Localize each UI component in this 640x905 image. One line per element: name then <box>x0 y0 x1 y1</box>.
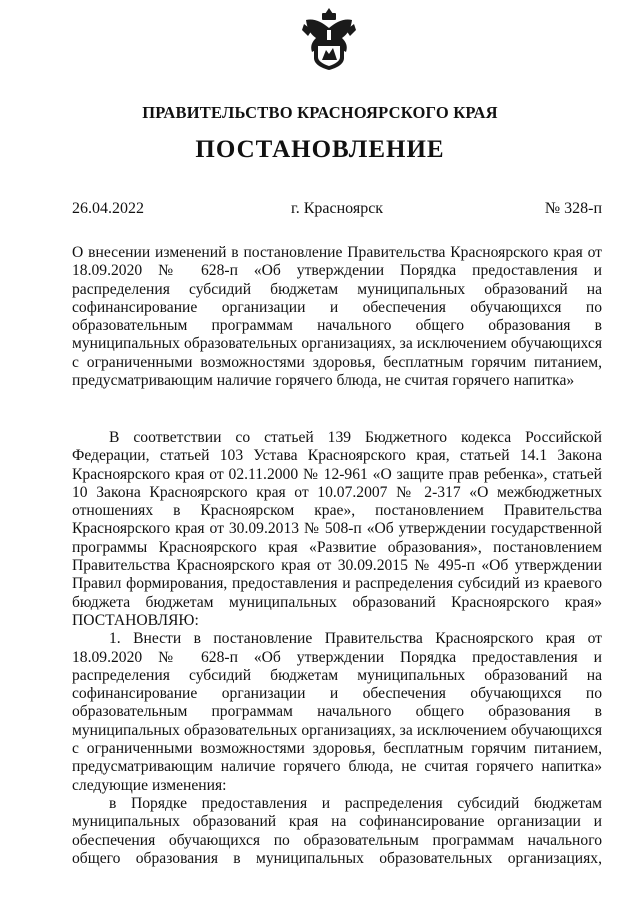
document-subject <box>72 244 602 390</box>
document-body <box>72 429 602 868</box>
coat-of-arms-icon <box>302 8 356 70</box>
document-type-title: ПОСТАНОВЛЕНИЕ <box>195 136 445 163</box>
document-date: 26.04.2022 <box>72 200 144 217</box>
document-city: г. Красноярск <box>290 200 384 217</box>
government-title: ПРАВИТЕЛЬСТВО КРАСНОЯРСКОГО КРАЯ <box>142 103 498 122</box>
document-meta-row <box>72 200 602 222</box>
subject-text: О внесении изменений в постановление Правительства Красноярского края от 18.09.2020 № 628-п «Об утверждении Порядка предоставления и распределения субсидий бюджетам муниципальных образований на софинансирование организации и обеспечения обучающихся по образовательным программам начального общего образования в муниципальных образовательных организациях, за исключением обучающихся с ограниченными возможностями здоровья, бесплатным горячим питанием, предусматривающим наличие горячего блюда, не считая горячего напитка» <box>72 244 602 390</box>
item-2-paragraph: в Порядке предоставления и распределения субсидий бюджетам муниципальных образований края на софинансирование организации и обеспечения обучающихся по образовательным программам начального общего образования в муниципальных образовательных организациях, <box>72 794 602 867</box>
item-1-paragraph: 1. Внести в постановление Правительства Красноярского края от 18.09.2020 № 628-п «Об утверждении Порядка предоставления и распределения субсидий бюджетам муниципальных образований на софинансирование организации и обеспечения обучающихся по образовательным программам начального общего образования в муниципальных образовательных организациях, за исключением обучающихся с ограниченными возможностями здоровья, бесплатным горячим питанием, предусматривающим наличие горячего блюда, не считая горячего напитка» следующие изменения: <box>72 630 602 794</box>
document-number: № 328-п <box>544 200 602 217</box>
preamble-paragraph: В соответствии со статьей 139 Бюджетного кодекса Российской Федерации, статьей 103 Устава Красноярского края, статьей 14.1 Закона Красноярского края от 02.11.2000 № 12-961 «О защите прав ребенка», статьей 10 Закона Красноярского края от 10.07.2007 № 2-317 «О межбюджетных отношениях в Красноярском крае», постановлением Правительства Красноярского края от 30.09.2013 № 508-п «Об утверждении государственной программы Красноярского края «Развитие образования», постановлением Правительства Красноярского края от 30.09.2015 № 495-п «Об утверждении Правил формирования, предоставления и распределения субсидий из краевого бюджета бюджетам муниципальных образований Красноярского края» ПОСТАНОВЛЯЮ: <box>72 429 602 629</box>
